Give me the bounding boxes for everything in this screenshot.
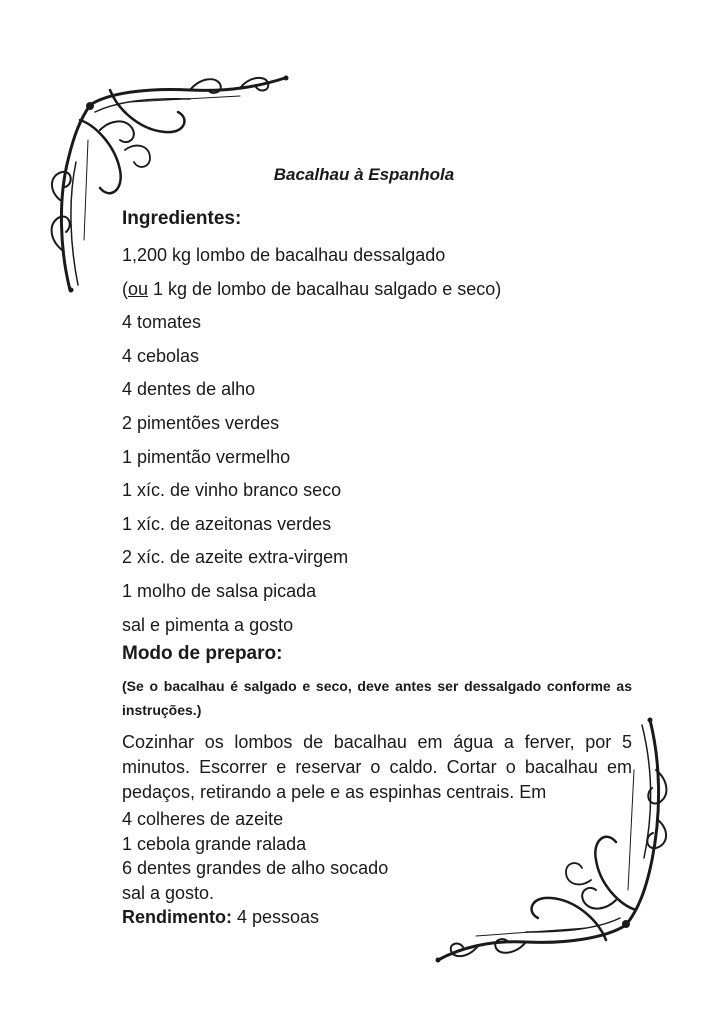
ingredients-heading: Ingredientes: [122, 208, 242, 229]
ingredient-item: 1 molho de salsa picada [122, 580, 317, 601]
ingredient-item: sal e pimenta a gosto [122, 614, 294, 635]
ingredient-item: 4 cebolas [122, 345, 200, 366]
ingredient-item: 2 pimentões verdes [122, 412, 280, 433]
yield-value: 4 pessoas [232, 907, 320, 928]
recipe-title: Bacalhau à Espanhola [273, 165, 455, 184]
prep-note: (Se o bacalhau é salgado e seco, deve antes ser dessalgado conforme as instruções.) [122, 678, 632, 719]
yield-label: Rendimento: [122, 907, 232, 928]
ingredient-item: 1 xíc. de azeitonas verdes [122, 513, 332, 534]
ingredient-item: 2 xíc. de azeite extra-virgem [122, 547, 349, 568]
prep-list-item: sal a gosto. [122, 882, 215, 903]
ingredients-list [122, 239, 632, 642]
ingredient-alternative: (ou 1 kg de lombo de bacalhau salgado e seco) [122, 278, 502, 299]
ingredient-item: 1,200 kg lombo de bacalhau dessalgado [122, 245, 446, 265]
ingredient-item: 1 xíc. de vinho branco seco [122, 480, 342, 501]
underlined-word: ou [128, 278, 149, 299]
ingredient-item: 4 tomates [122, 312, 202, 333]
prep-list-item: 4 colheres de azeite [122, 809, 284, 830]
ingredient-item: 4 dentes de alho [122, 379, 256, 400]
corner-ornament-bottom-right [430, 710, 675, 980]
ingredient-item: 1 pimentão vermelho [122, 446, 291, 467]
prep-text: Cozinhar os lombos de bacalhau em água a ferver, por 5 minutos. Escorrer e reservar o caldo. Cortar o bacalhau em pedaços, retirando a pele e as espinhas centrais. Em [122, 732, 632, 803]
prep-heading: Modo de preparo: [122, 643, 283, 665]
prep-list-item: 1 cebola grande ralada [122, 833, 307, 854]
prep-list-item: 6 dentes grandes de alho socado [122, 858, 389, 879]
